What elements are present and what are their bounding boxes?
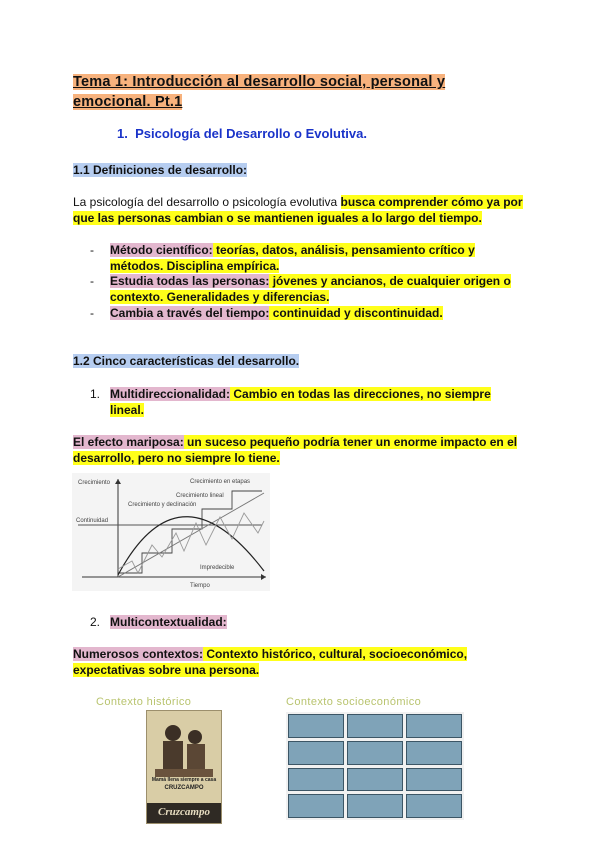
bullet-scientific-method bbox=[90, 242, 530, 274]
list-item-multidirectionality bbox=[90, 386, 510, 418]
bullet-key: Cambia a través del tiempo: bbox=[110, 306, 270, 320]
poster-brand: Cruzcampo bbox=[158, 806, 210, 818]
historical-poster-image bbox=[146, 710, 222, 824]
list-text: Cambio en todas las direcciones, no siempre lineal. bbox=[110, 387, 491, 417]
socioeconomic-comic-image bbox=[286, 712, 464, 820]
subheading-1-1-label: 1.1 Definiciones de desarrollo: bbox=[73, 163, 248, 177]
chart-x-label: Tiempo bbox=[190, 583, 210, 589]
list-key: Multicontextualidad: bbox=[110, 615, 227, 629]
socioeconomic-context-label: Contexto socioeconómico bbox=[286, 696, 422, 708]
list-key: Multidireccionalidad: bbox=[110, 387, 231, 401]
bullet-change-over-time bbox=[90, 305, 530, 321]
comic-panel bbox=[288, 768, 344, 792]
comic-panel bbox=[347, 714, 403, 738]
development-curves-chart bbox=[72, 473, 270, 591]
subheading-1-2-label: 1.2 Cinco características del desarrollo. bbox=[73, 354, 300, 368]
chart-stepped-label: Crecimiento en etapas bbox=[190, 479, 251, 485]
intro-paragraph bbox=[73, 194, 533, 226]
bullet-dash: - bbox=[90, 243, 94, 257]
bullet-text: continuidad y discontinuidad. bbox=[269, 306, 443, 320]
comic-panel bbox=[347, 794, 403, 818]
chart-y-top-label: Crecimiento bbox=[78, 480, 111, 486]
list-item-multicontextuality bbox=[90, 614, 510, 630]
title-line-2: emocional. Pt.1 bbox=[73, 94, 183, 110]
bullet-key: Método científico: bbox=[110, 243, 213, 257]
chart-decline-label: Crecimiento y declinación bbox=[128, 502, 197, 508]
contexts-text: Contexto histórico, cultural, socioeconómico, expectativas sobre una persona. bbox=[73, 647, 468, 677]
butterfly-key: El efecto mariposa: bbox=[73, 435, 184, 449]
intro-plain-text: La psicología del desarrollo o psicología evolutiva bbox=[73, 195, 341, 209]
poster-caption-2: CRUZCAMPO bbox=[164, 785, 204, 791]
chart-unpredictable-label: Impredecible bbox=[200, 565, 235, 571]
comic-panel bbox=[406, 794, 462, 818]
comic-panel bbox=[406, 714, 462, 738]
comic-panel bbox=[406, 768, 462, 792]
subheading-1-1 bbox=[73, 162, 247, 178]
chart-y-arrow bbox=[115, 479, 121, 484]
historical-context-label: Contexto histórico bbox=[96, 696, 192, 708]
document-title bbox=[73, 72, 473, 112]
chart-x-arrow bbox=[261, 574, 266, 580]
contexts-key: Numerosos contextos: bbox=[73, 647, 204, 661]
list-number: 1. bbox=[90, 387, 101, 401]
comic-panel bbox=[288, 794, 344, 818]
butterfly-effect-paragraph bbox=[73, 434, 533, 466]
bullet-text: teorías, datos, análisis, pensamiento crítico y métodos. Disciplina empírica. bbox=[110, 243, 475, 273]
poster-caption-1: Mamá llena siempre a casa bbox=[151, 777, 217, 783]
comic-panel bbox=[406, 741, 462, 765]
bullet-key: Estudia todas las personas: bbox=[110, 274, 270, 288]
contexts-paragraph bbox=[73, 646, 533, 678]
bullet-all-people bbox=[90, 273, 530, 305]
intro-highlight: busca comprender cómo ya por que las personas cambian o se mantienen iguales a lo largo del tiempo. bbox=[73, 195, 523, 225]
butterfly-text: un suceso pequeño podría tener un enorme impacto en el desarrollo, pero no siempre lo tiene. bbox=[73, 435, 518, 465]
list-number: 2. bbox=[90, 615, 101, 629]
bullet-dash: - bbox=[90, 274, 94, 288]
section-1-number: 1. bbox=[117, 126, 128, 141]
bullet-dash: - bbox=[90, 306, 94, 320]
comic-panel bbox=[347, 768, 403, 792]
comic-panel bbox=[288, 714, 344, 738]
comic-panel bbox=[288, 741, 344, 765]
section-1-heading bbox=[117, 126, 367, 141]
subheading-1-2 bbox=[73, 353, 299, 369]
chart-linear-label: Crecimiento lineal bbox=[176, 493, 224, 499]
comic-panel bbox=[347, 741, 403, 765]
section-1-title: Psicología del Desarrollo o Evolutiva. bbox=[135, 126, 367, 141]
bullet-text: jóvenes y ancianos, de cualquier origen o contexto. Generalidades y diferencias. bbox=[110, 274, 511, 304]
chart-y-mid-label: Continuidad bbox=[76, 518, 109, 524]
title-line-1: Tema 1: Introducción al desarrollo social, personal y bbox=[73, 74, 446, 90]
